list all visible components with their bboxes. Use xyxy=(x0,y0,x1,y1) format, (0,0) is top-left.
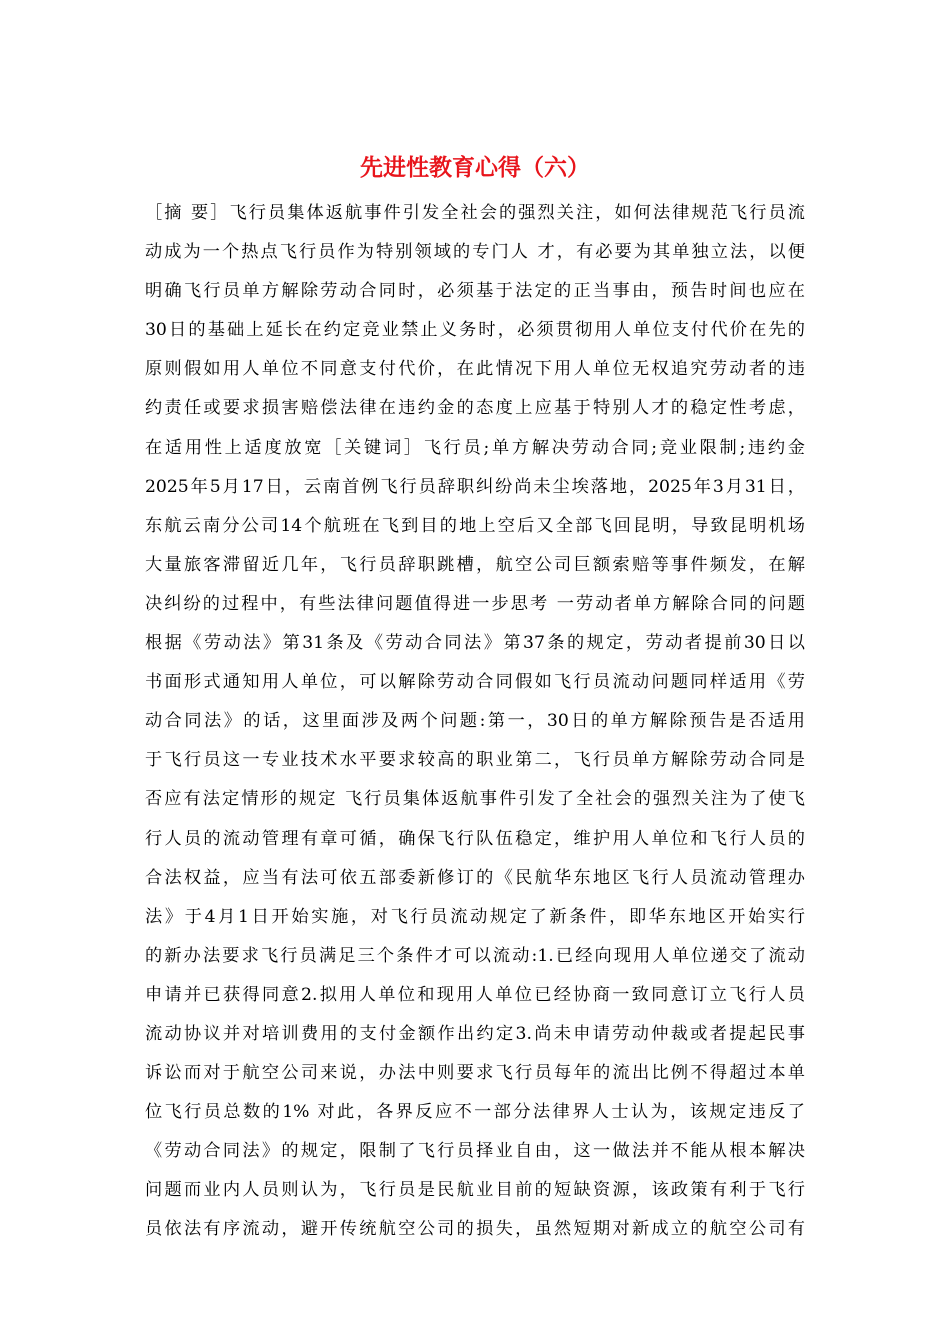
body-line: 员依法有序流动，避开传统航空公司的损失，虽然短期对新成立的航空公司有 xyxy=(145,1219,805,1240)
body-line: 流动协议并对培训费用的支付金额作出约定3.尚未申请劳动仲裁或者提起民事 xyxy=(145,1023,805,1044)
body-line: 法》于4月1日开始实施，对飞行员流动规定了新条件，即华东地区开始实行 xyxy=(145,906,805,927)
body-line: 于飞行员这一专业技术水平要求较高的职业第二，飞行员单方解除劳动合同是 xyxy=(145,750,805,771)
body-line: 《劳动合同法》的规定，限制了飞行员择业自由，这一做法并不能从根本解决 xyxy=(145,1141,805,1162)
body-line: 动成为一个热点飞行员作为特别领域的专门人 才，有必要为其单独立法，以便 xyxy=(145,242,805,263)
document-body xyxy=(145,194,805,1250)
body-line: 合法权益，应当有法可依五部委新修订的《民航华东地区飞行人员流动管理办 xyxy=(145,867,805,888)
body-line: 的新办法要求飞行员满足三个条件才可以流动:1.已经向现用人单位递交了流动 xyxy=(145,945,805,966)
body-line: 2025年5月17日，云南首例飞行员辞职纠纷尚未尘埃落地，2025年3月31日， xyxy=(145,476,805,497)
body-line: 约责任或要求损害赔偿法律在违约金的态度上应基于特别人才的稳定性考虑， xyxy=(145,398,805,419)
body-line: 位飞行员总数的1% 对此，各界反应不一部分法律界人士认为，该规定违反了 xyxy=(145,1102,805,1123)
body-line: 在适用性上适度放宽［关键词］飞行员;单方解决劳动合同;竞业限制;违约金 xyxy=(145,437,805,458)
body-line: 东航云南分公司14个航班在飞到目的地上空后又全部飞回昆明，导致昆明机场 xyxy=(145,515,805,536)
body-line: 根据《劳动法》第31条及《劳动合同法》第37条的规定，劳动者提前30日以 xyxy=(145,633,805,654)
body-line: 决纠纷的过程中，有些法律问题值得进一步思考 一劳动者单方解除合同的问题 xyxy=(145,593,805,614)
body-line: 问题而业内人员则认为，飞行员是民航业目前的短缺资源，该政策有利于飞行 xyxy=(145,1180,805,1201)
body-line: 大量旅客滞留近几年，飞行员辞职跳槽，航空公司巨额索赔等事件频发，在解 xyxy=(145,554,805,575)
body-line: ［摘 要］飞行员集体返航事件引发全社会的强烈关注，如何法律规范飞行员流 xyxy=(145,203,805,223)
body-line: 明确飞行员单方解除劳动合同时，必须基于法定的正当事由，预告时间也应在 xyxy=(145,281,805,302)
body-line: 原则假如用人单位不同意支付代价，在此情况下用人单位无权追究劳动者的违 xyxy=(145,359,805,380)
body-line: 行人员的流动管理有章可循，确保飞行队伍稳定，维护用人单位和飞行人员的 xyxy=(145,828,805,849)
body-line: 动合同法》的话，这里面涉及两个问题:第一，30日的单方解除预告是否适用 xyxy=(145,711,805,732)
body-line: 诉讼而对于航空公司来说，办法中则要求飞行员每年的流出比例不得超过本单 xyxy=(145,1063,805,1084)
body-line: 30日的基础上延长在约定竞业禁止义务时，必须贯彻用人单位支付代价在先的 xyxy=(145,320,805,341)
body-line: 书面形式通知用人单位，可以解除劳动合同假如飞行员流动问题同样适用《劳 xyxy=(145,672,805,693)
document-title: 先进性教育心得（六） xyxy=(360,155,590,181)
body-line: 否应有法定情形的规定 飞行员集体返航事件引发了全社会的强烈关注为了使飞 xyxy=(145,789,805,810)
body-line: 申请并已获得同意2.拟用人单位和现用人单位已经协商一致同意订立飞行人员 xyxy=(145,984,805,1005)
